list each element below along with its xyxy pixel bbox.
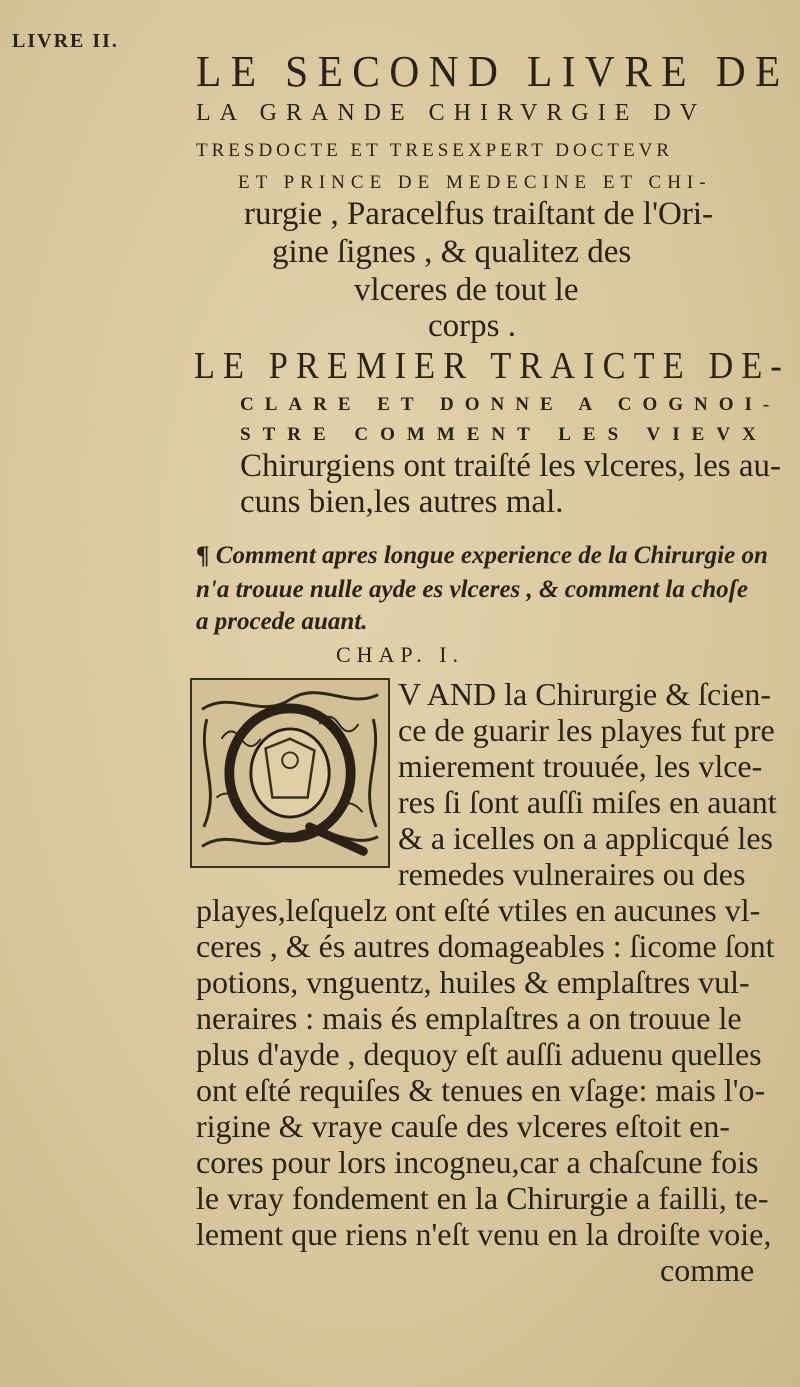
summary-line-2: n'a trouue nulle ayde es vlceres , & comment la choſe — [196, 576, 749, 603]
treatise-line-2: CLARE ET DONNE A COGNOI- — [240, 394, 781, 415]
summary-text-1: Comment apres longue experience de la Chirurgie on — [215, 542, 768, 569]
body-line-9: potions, vnguentz, huiles & emplaſtres vul- — [196, 964, 750, 1000]
title-line-3: TRESDOCTE ET TRESEXPERT DOCTEVR — [196, 140, 674, 161]
treatise-line-3: STRE COMMENT LES VIEVX — [240, 424, 768, 445]
body-line-2: ce de guarir les playes fut pre — [398, 712, 775, 748]
body-line-7: playes,leſquelz ont eſté vtiles en aucunes vl- — [196, 892, 761, 928]
body-line-5: & a icelles on a applicqué les — [398, 820, 773, 856]
title-line-5: rurgie , Paracelfus traiſtant de l'Ori- — [244, 196, 713, 232]
decorated-initial — [190, 678, 390, 868]
body-line-11: plus d'ayde , dequoy eſt auſſi aduenu quelles — [196, 1036, 762, 1072]
body-line-8: ceres , & és autres domageables : ſicome ſont — [196, 928, 775, 964]
body-line-15: le vray fondement en la Chirurgie a failli, te- — [196, 1180, 769, 1216]
body-line-14: cores pour lors incogneu,car a chaſcune fois — [196, 1144, 759, 1180]
title-line-1: LE SECOND LIVRE DE — [196, 47, 790, 96]
body-line-12: ont eſté requiſes & tenues en vſage: mais l'o- — [196, 1072, 766, 1108]
title-line-2: LA GRANDE CHIRVRGIE DV — [196, 100, 707, 126]
title-line-4: ET PRINCE DE MEDECINE ET CHI- — [238, 172, 712, 193]
summary-line-1 — [196, 542, 768, 570]
treatise-line-4: Chirurgiens ont traiſté les vlceres, les au- — [240, 448, 781, 484]
title-line-7: vlceres de tout le — [354, 272, 579, 308]
body-line-6: remedes vulneraires ou des — [398, 856, 746, 892]
body-line-10: neraires : mais és emplaſtres a on trouue le — [196, 1000, 742, 1036]
body-line-4: res ſi ſont auſſi miſes en auant — [398, 784, 777, 820]
body-line-1: V AND la Chirurgie & ſcien- — [398, 676, 771, 712]
pilcrow: ¶ — [196, 542, 210, 569]
running-head: LIVRE II. — [12, 30, 119, 52]
title-line-6: gine ſignes , & qualitez des — [272, 234, 632, 270]
treatise-line-1: LE PREMIER TRAICTE DE- — [194, 345, 790, 387]
catchword: comme — [660, 1252, 755, 1288]
body-line-16: lement que riens n'eſt venu en la droiſte voie, — [196, 1216, 772, 1252]
treatise-line-5: cuns bien,les autres mal. — [240, 484, 564, 520]
summary-line-3: a procede auant. — [196, 608, 368, 635]
body-line-3: mierement trouuée, les vlce- — [398, 748, 763, 784]
chapter-heading: CHAP. I. — [335, 642, 465, 667]
body-line-13: rigine & vraye cauſe des vlceres eſtoit en- — [196, 1108, 730, 1144]
decorated-initial-q-icon — [192, 680, 388, 866]
title-line-8: corps . — [428, 308, 516, 344]
